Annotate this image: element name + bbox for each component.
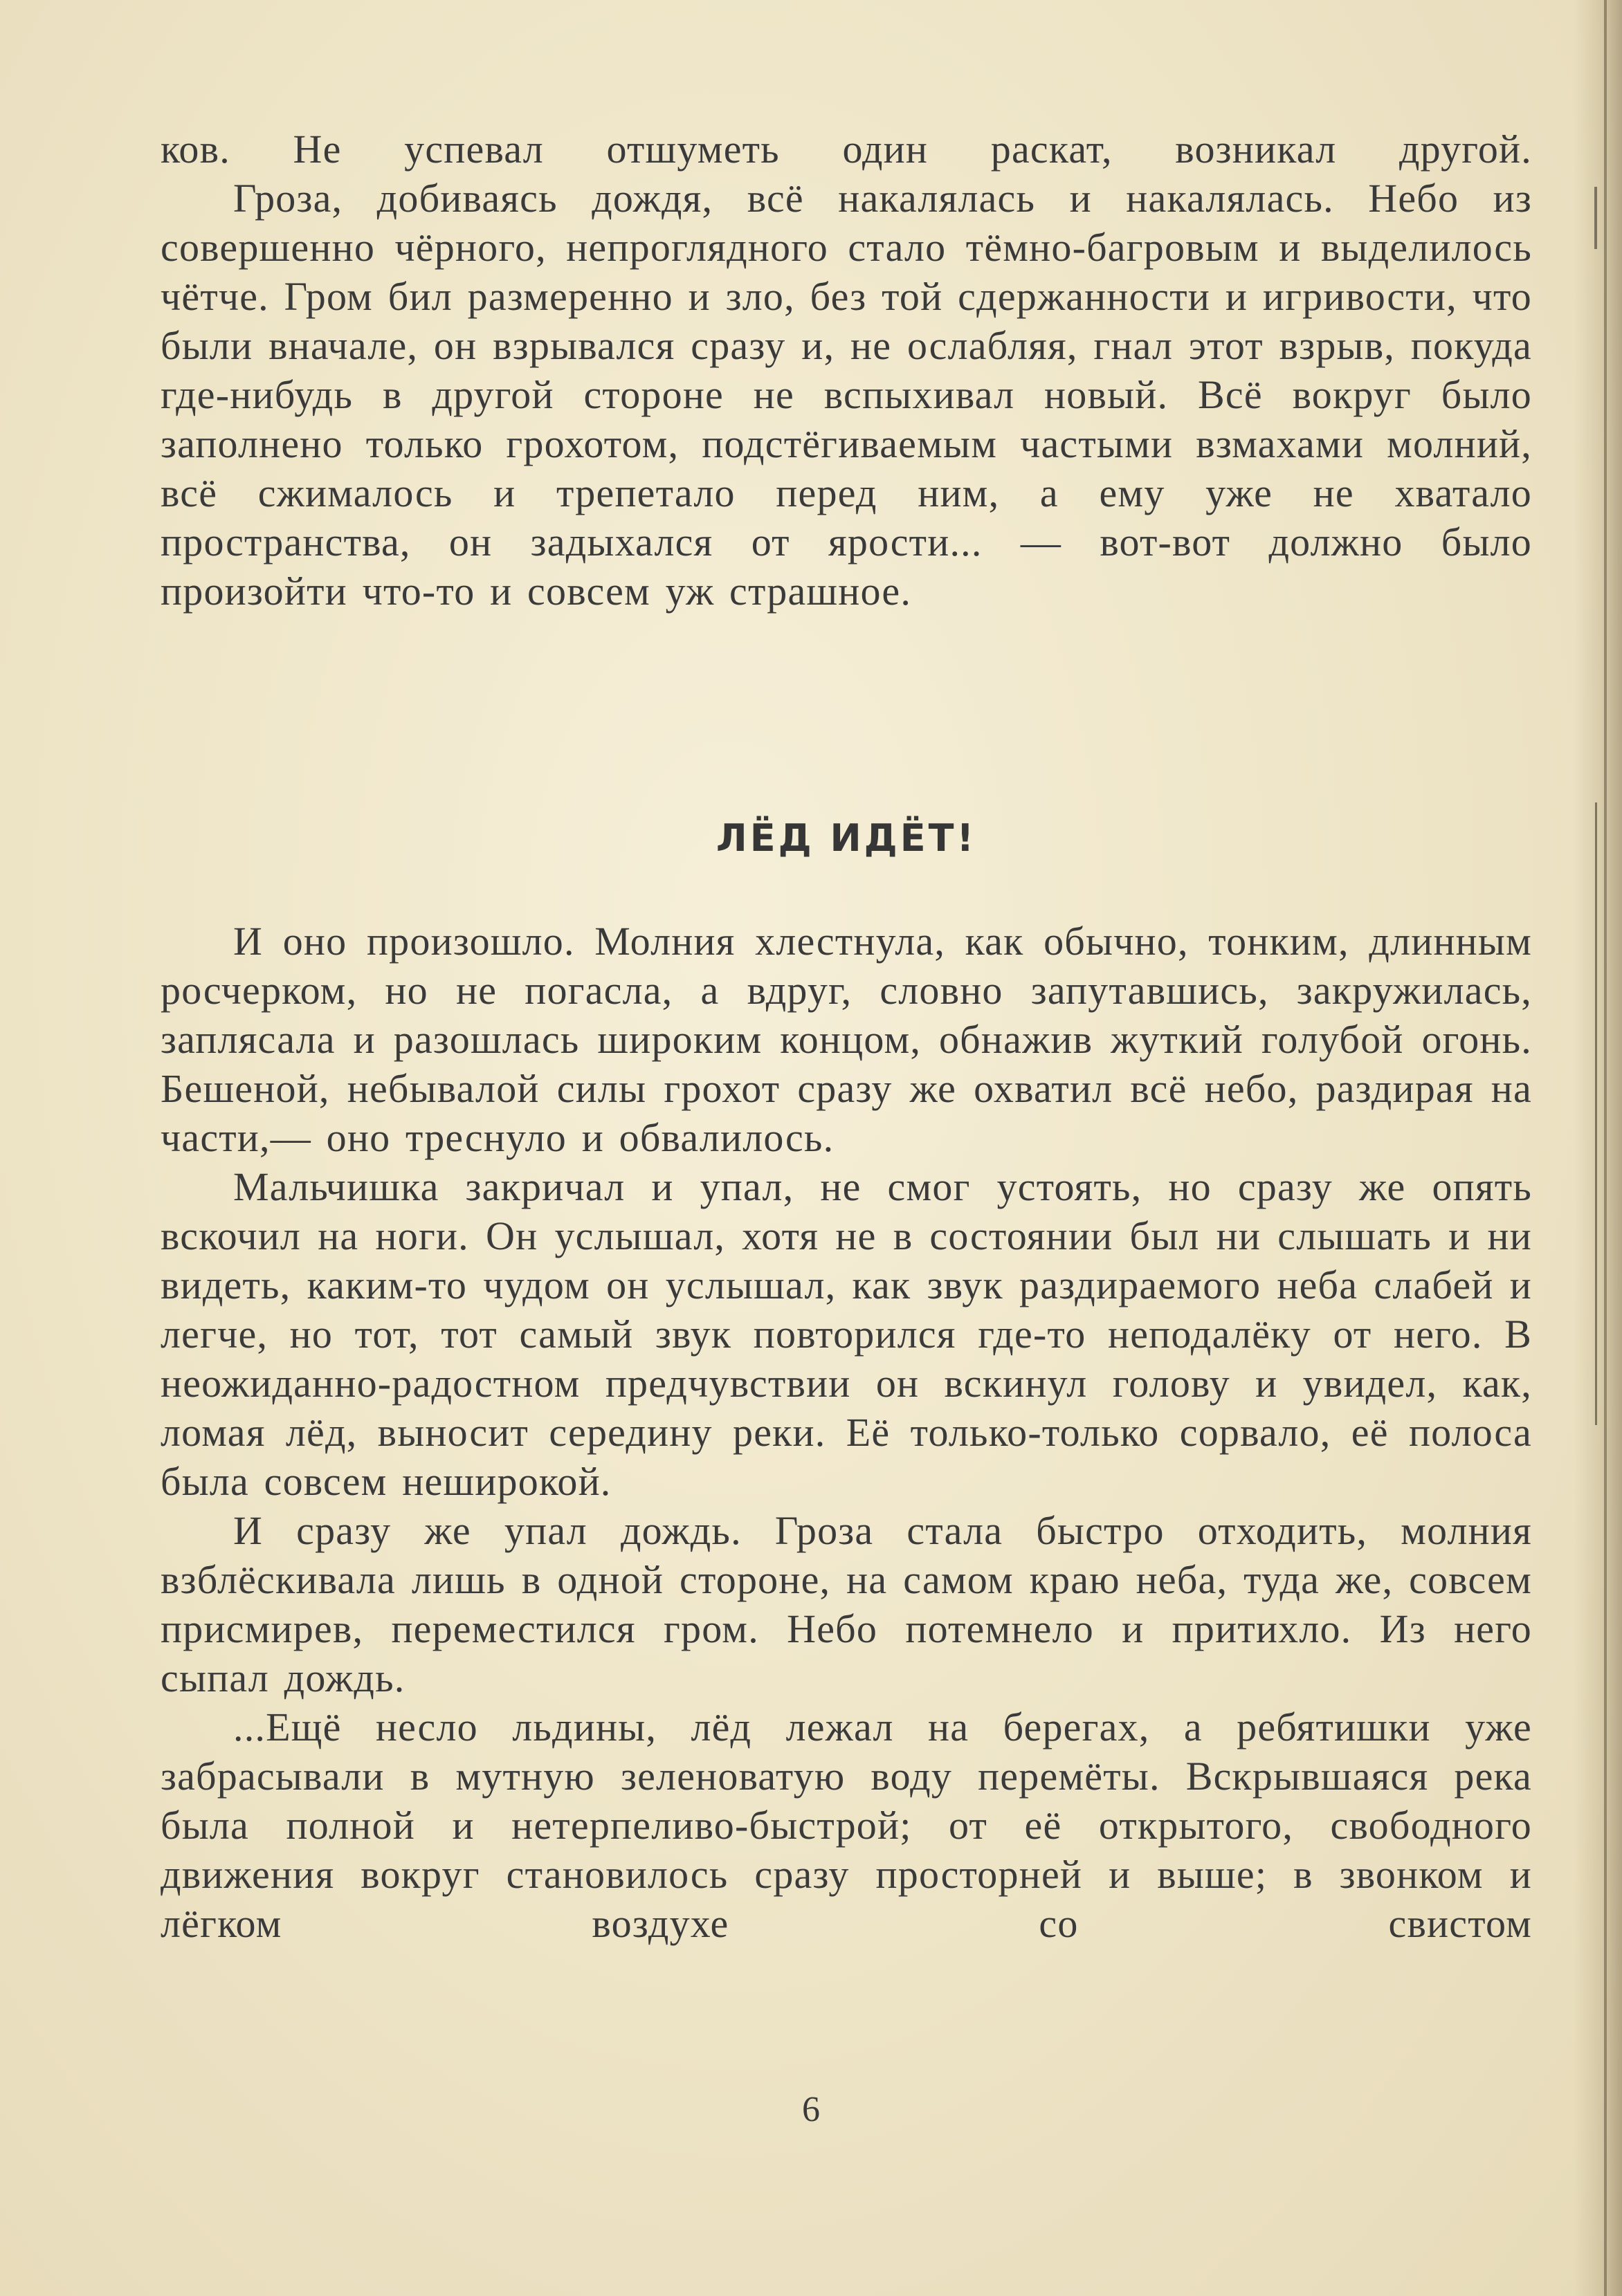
page-edge-shadow (1574, 0, 1622, 2296)
margin-mark (1595, 802, 1597, 1425)
paragraph: ков. Не успевал отшуметь один раскат, возникал другой. (161, 127, 1532, 172)
paragraph: Мальчишка закричал и упал, не смог устоять, но сразу же опять вскочил на ноги. Он услышал, хотя не в состоянии был ни слышать и ни видеть, каким-то чудом он услышал, как звук раздираемого неба слабей и легче, но тот, тот самый звук повторился где-то неподалёку от него. В неожиданно-радостном предчувствии он вскинул голову и увидел, как, ломая лёд, выносит середину реки. Её только-только сорвало, её полоса была совсем неширокой. (161, 1164, 1532, 1504)
main-text-block (161, 917, 1532, 1948)
page-edge-line (1604, 0, 1607, 2296)
page-number: 6 (802, 2090, 820, 2129)
top-text-block (161, 125, 1532, 616)
paragraph: И оно произошло. Молния хлестнула, как обычно, тонким, длинным росчерком, но не погасла, а вдруг, словно запутавшись, закружилась, заплясала и разошлась широким концом, обнажив жуткий голубой огонь. Бешеной, небывалой силы грохот сразу же охватил всё небо, раздирая на части,— оно треснуло и обвалилось. (161, 919, 1532, 1160)
margin-mark (1594, 187, 1597, 249)
section-title: ЛЁД ИДЁТ! (716, 816, 977, 860)
paragraph: ...Ещё несло льдины, лёд лежал на берегах, а ребятишки уже забрасывали в мутную зеленоватую воду перемёты. Вскрывшаяся река была полной и нетерпеливо-быстрой; от её открытого, свободного движения вокруг становилось сразу просторней и выше; в звонком и лёгком воздухе со свистом (161, 1705, 1532, 1946)
paragraph: И сразу же упал дождь. Гроза стала быстро отходить, молния взблёскивала лишь в одной стороне, на самом краю неба, туда же, совсем присмирев, переместился гром. Небо потемнело и притихло. Из него сыпал дождь. (161, 1508, 1532, 1700)
paragraph: Гроза, добиваясь дождя, всё накалялась и накалялась. Небо из совершенно чёрного, непроглядного стало тёмно-багровым и выделилось чётче. Гром бил размеренно и зло, без той сдержанности и игривости, что были вначале, он взрывался сразу и, не ослабляя, гнал этот взрыв, покуда где-нибудь в другой стороне не вспыхивал новый. Всё вокруг было заполнено только грохотом, подстёгиваемым частыми взмахами молний, всё сжималось и трепетало перед ним, а ему уже не хватало пространства, он задыхался от ярости... — вот-вот должно было произойти что-то и совсем уж страшное. (161, 176, 1532, 614)
